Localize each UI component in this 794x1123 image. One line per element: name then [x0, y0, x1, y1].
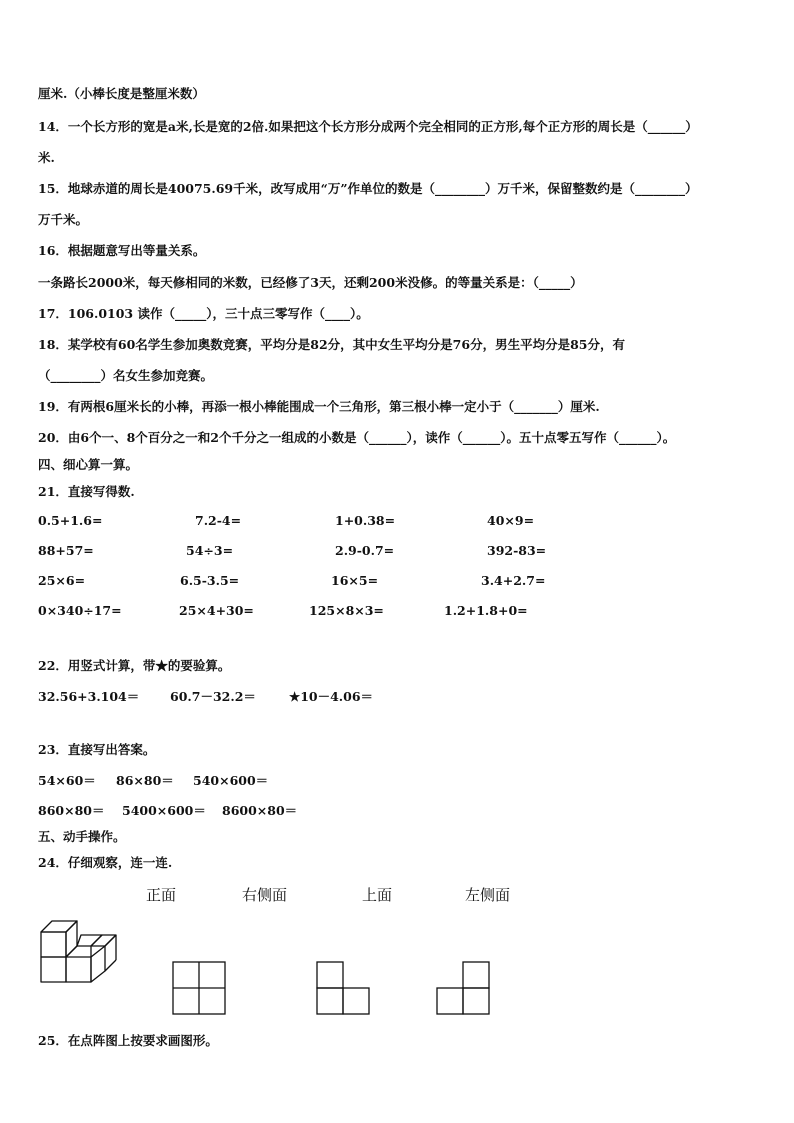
question-18: 18．某学校有60名学生参加奥数竞赛，平均分是82分，其中女生平均分是76分，男生平均分是85分，有 [38, 337, 625, 352]
q21-item: 6.5-3.5= [180, 573, 240, 588]
view-label-left: 左侧面 [465, 886, 511, 904]
cube-stack-figure [36, 915, 126, 985]
q21-item: 88+57= [38, 543, 94, 558]
q21-item: 7.2-4= [195, 513, 242, 528]
q23-item: 540×600＝ [193, 773, 269, 788]
question-14-cont: 米. [38, 150, 55, 165]
question-14: 14．一个长方形的宽是a米,长是宽的2倍.如果把这个长方形分成两个完全相同的正方形,每个正方形的周长是（______） [38, 119, 698, 134]
q21-item: 3.4+2.7= [481, 573, 546, 588]
question-16: 16．根据题意写出等量关系。 [38, 243, 206, 258]
question-21: 21．直接写得数. [38, 484, 135, 499]
question-22: 22．用竖式计算，带★的要验算。 [38, 658, 231, 673]
q21-item: 1+0.38= [335, 513, 396, 528]
question-20: 20．由6个一、8个百分之一和2个千分之一组成的小数是（______），读作（______）。五十点零五写作（______）。 [38, 430, 676, 445]
question-17: 17．106.0103 读作（_____），三十点三零写作（____）。 [38, 306, 369, 321]
view-option-l-shape-left[interactable] [316, 961, 372, 1017]
q21-item: 0×340÷17= [38, 603, 122, 618]
q21-item: 25×6= [38, 573, 86, 588]
q23-item: 5400×600＝ [122, 803, 206, 818]
q22-item: 60.7－32.2＝ [170, 689, 256, 704]
q23-item: 54×60＝ [38, 773, 96, 788]
question-19: 19．有两根6厘米长的小棒，再添一根小棒能围成一个三角形，第三根小棒一定小于（_______）厘米. [38, 399, 600, 414]
view-option-l-shape-right[interactable] [436, 961, 492, 1017]
q21-item: 16×5= [331, 573, 379, 588]
q21-item: 1.2+1.8+0= [444, 603, 528, 618]
view-label-front: 正面 [146, 886, 177, 904]
question-15: 15．地球赤道的周长是40075.69千米，改写成用“万”作单位的数是（________）万千米，保留整数约是（________） [38, 181, 698, 196]
question-24: 24．仔细观察，连一连. [38, 855, 173, 870]
question-18-cont: （________）名女生参加竞赛。 [38, 368, 214, 383]
q22-item: ★10－4.06＝ [289, 689, 374, 704]
q21-item: 54÷3= [186, 543, 234, 558]
q21-item: 0.5+1.6= [38, 513, 103, 528]
q23-item: 860×80＝ [38, 803, 105, 818]
q23-item: 8600×80＝ [222, 803, 298, 818]
view-label-right: 右侧面 [242, 886, 288, 904]
view-label-top: 上面 [362, 886, 393, 904]
question-23: 23．直接写出答案。 [38, 742, 156, 757]
q21-item: 40×9= [487, 513, 535, 528]
question-15-cont: 万千米。 [38, 212, 89, 227]
q23-item: 86×80＝ [116, 773, 174, 788]
q21-item: 25×4+30= [179, 603, 254, 618]
question-25: 25．在点阵图上按要求画图形。 [38, 1033, 218, 1048]
view-option-square-grid[interactable] [172, 961, 228, 1017]
q22-item: 32.56+3.104＝ [38, 689, 140, 704]
q21-item: 392-83= [487, 543, 547, 558]
q21-item: 2.9-0.7= [335, 543, 395, 558]
question-16-cont: 一条路长2000米，每天修相同的米数，已经修了3天，还剩200米没修。的等量关系是：（_____） [38, 275, 583, 290]
q21-item: 125×8×3= [309, 603, 384, 618]
section-4-heading: 四、细心算一算。 [38, 457, 139, 472]
section-5-heading: 五、动手操作。 [38, 829, 126, 844]
continuation-text: 厘米.（小棒长度是整厘米数） [38, 86, 205, 101]
